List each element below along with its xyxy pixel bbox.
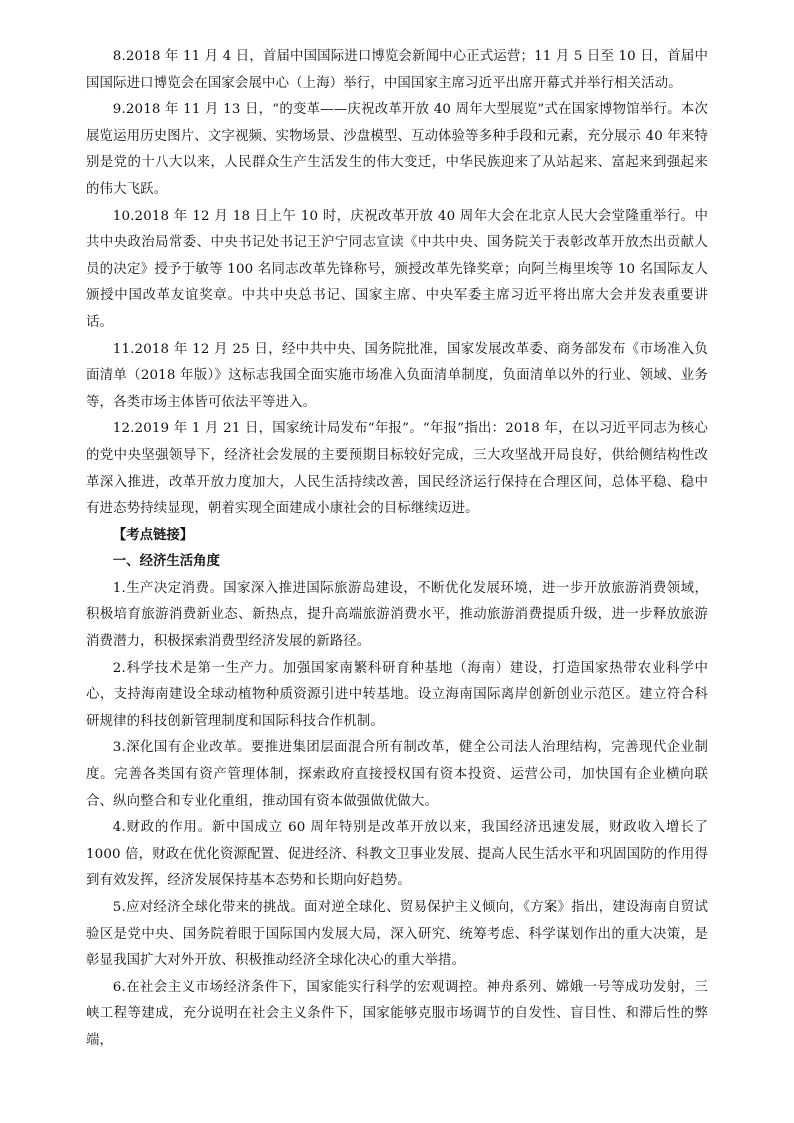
point-5: 5.应对经济全球化带来的挑战。面对逆全球化、贸易保护主义倾向，《方案》指出，建设海南自贸试验区是党中央、国务院着眼于国际国内发展大局，深入研究、统筹考虑、科学谋划作出的重大决策，是彰显我国扩大对外开放、积极推动经济全球化决心的重大举措。 xyxy=(86,900,708,969)
section-title: 【考点链接】 xyxy=(112,527,194,543)
point-1: 1.生产决定消费。国家深入推进国际旅游岛建设，不断优化发展环境，进一步开放旅游消费领域，积极培育旅游消费新业态、新热点，提升高端旅游消费水平，推动旅游消费提质升级，进一步释放旅游消费潜力，积极探索消费型经济发展的新路径。 xyxy=(86,580,708,650)
paragraph-9: 9.2018 年 11 月 13 日，“的变革——庆祝改革开放 40 周年大型展览”式在国家博物馆举行。本次展览运用历史图片、文字视频、实物场景、沙盘模型、互动体验等多种手段和元素，充分展示 40 年来特别是党的十八大以来，人民群众生产生活发生的伟大变迁，中华民族迎来了从站起来、富起来到强起来的伟大飞跃。 xyxy=(86,102,708,197)
paragraph-11: 11.2018 年 12 月 25 日，经中共中央、国务院批准，国家发展改革委、商务部发布《市场准入负面清单（2018 年版）》这标志我国全面实施市场准入负面清单制度，负面清单以外的行业、领域、业务等，各类市场主体皆可依法平等进入。 xyxy=(86,341,708,410)
subsection-title: 一、经济生活角度 xyxy=(112,554,220,570)
paragraph-12: 12.2019 年 1 月 21 日，国家统计局发布“年报”。“年报”指出：2018 年，在以习近平同志为核心的党中央坚强领导下，经济社会发展的主要预期目标较好完成，三大攻坚战开局良好，供给侧结构性改革深入推进，改革开放力度加大，人民生活持续改善，国民经济运行保持在合理区间，总体平稳、稳中有进态势持续显现，朝着实现全面建成小康社会的目标继续迈进。 xyxy=(86,421,708,517)
point-2: 2.科学技术是第一生产力。加强国家南繁科研育种基地（海南）建设，打造国家热带农业科学中心，支持海南建设全球动植物种质资源引进中转基地。设立海南国际离岸创新创业示范区。建立符合科研规律的科技创新管理制度和国际科技合作机制。 xyxy=(86,660,708,729)
paragraph-10: 10.2018 年 12 月 18 日上午 10 时，庆祝改革开放 40 周年大会在北京人民大会堂隆重举行。中共中央政治局常委、中央书记处书记王沪宁同志宣读《中共中央、国务院关于表彰改革开放杰出贡献人员的决定》授予于敏等 100 名同志改革先锋称号，颁授改革先锋奖章；向阿兰梅里埃等 10 名国际友人颁授中国改革友谊奖章。中共中央总书记、国家主席、中央军委主席习近平将出席大会并发表重要讲话。 xyxy=(86,208,708,330)
paragraph-8: 8.2018 年 11 月 4 日，首届中国国际进口博览会新闻中心正式运营；11 月 5 日至 10 日，首届中国国际进口博览会在国家会展中心（上海）举行，中国国家主席习近平出席开幕式并举行相关活动。 xyxy=(86,49,708,91)
point-6: 6.在社会主义市场经济条件下，国家能实行科学的宏观调控。神舟系列、嫦娥一号等成功发射，三峡工程等建成，充分说明在社会主义条件下，国家能够克服市场调节的自发性、盲目性、和滞后性的弊端， xyxy=(86,979,708,1048)
point-4: 4.财政的作用。新中国成立 60 周年特别是改革开放以来，我国经济迅速发展，财政收入增长了 1000 倍，财政在优化资源配置、促进经济、科教文卫事业发展、提高人民生活水平和巩固国防的作用得到有效发挥，经济发展保持基本态势和长期向好趋势。 xyxy=(86,820,708,889)
point-3: 3.深化国有企业改革。要推进集团层面混合所有制改革，健全公司法人治理结构，完善现代企业制度。完善各类国有资产管理体制，探索政府直接授权国有资本投资、运营公司，加快国有企业横向联合、纵向整合和专业化重组，推动国有资本做强做优做大。 xyxy=(86,740,708,809)
